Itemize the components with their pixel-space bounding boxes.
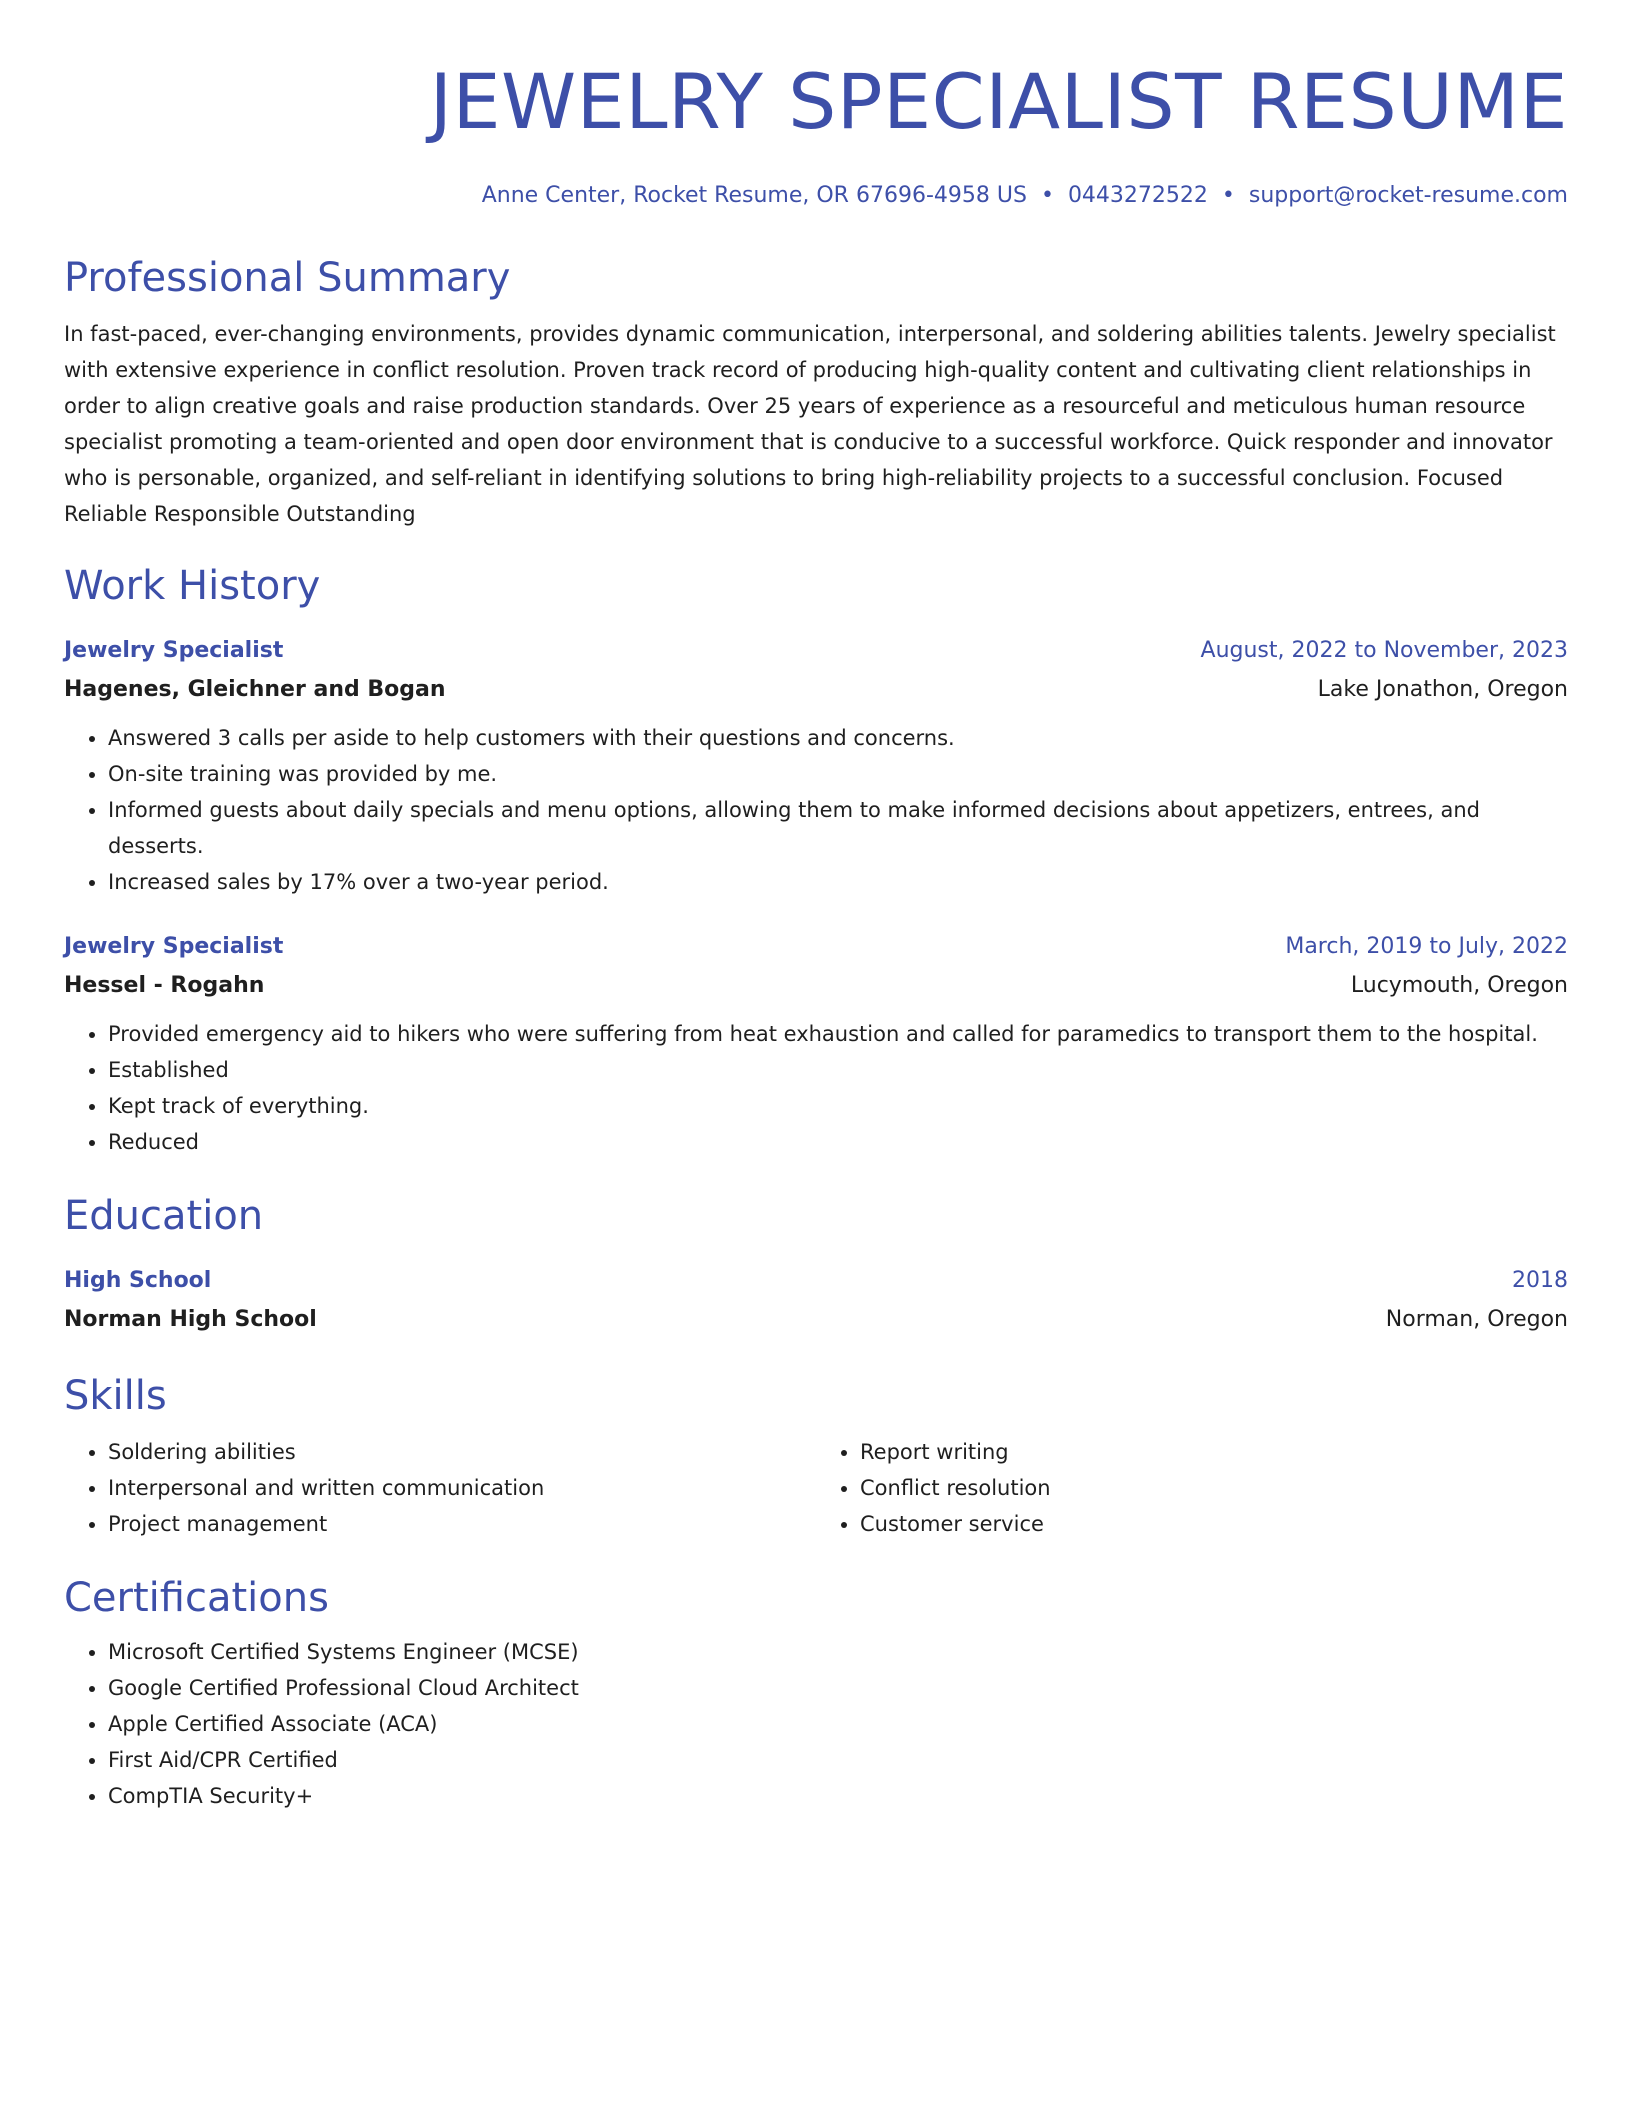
certification-item: • Apple Certified Associate (ACA) bbox=[108, 1706, 1568, 1742]
job-location: Lake Jonathon, Oregon bbox=[1317, 677, 1568, 702]
job-entry bbox=[64, 928, 1568, 1160]
skills-column-right bbox=[816, 1434, 1568, 1542]
resume-title: JEWELRY SPECIALIST RESUME bbox=[429, 57, 1568, 146]
certification-item: • Google Certified Professional Cloud Architect bbox=[108, 1670, 1568, 1706]
contact-phone: 0443272522 bbox=[1067, 183, 1208, 208]
job-bullets bbox=[64, 1016, 1568, 1160]
education-heading: Education bbox=[64, 1193, 264, 1239]
certification-item: • Microsoft Certified Systems Engineer (MCSE) bbox=[108, 1634, 1568, 1670]
education-year: 2018 bbox=[1512, 1268, 1568, 1293]
skill-item: • Conflict resolution bbox=[860, 1470, 1568, 1506]
certifications-heading: Certifications bbox=[64, 1575, 329, 1621]
education-location: Norman, Oregon bbox=[1385, 1307, 1568, 1332]
education-school: Norman High School bbox=[64, 1307, 317, 1332]
job-bullet: • Provided emergency aid to hikers who were suffering from heat exhaustion and called for paramedics to transport them to the hospital. bbox=[108, 1016, 1568, 1052]
education-entry bbox=[64, 1262, 1568, 1340]
contact-address: Anne Center, Rocket Resume, OR 67696-4958 US bbox=[481, 183, 1027, 208]
skill-item: • Project management bbox=[108, 1506, 816, 1542]
resume-page bbox=[64, 0, 1568, 1814]
skills-list bbox=[64, 1434, 1568, 1542]
job-bullet: • Reduced bbox=[108, 1124, 1568, 1160]
certification-item: • CompTIA Security+ bbox=[108, 1778, 1568, 1814]
job-dates: March, 2019 to July, 2022 bbox=[1285, 934, 1568, 959]
skills-column-left bbox=[64, 1434, 816, 1542]
education-degree: High School bbox=[64, 1268, 212, 1293]
job-company: Hagenes, Gleichner and Bogan bbox=[64, 677, 446, 702]
job-bullet: • Informed guests about daily specials and menu options, allowing them to make informed decisions about appetizers, entrees, and desserts. bbox=[108, 792, 1568, 864]
contact-email: support@rocket-resume.com bbox=[1248, 183, 1568, 208]
skills-heading: Skills bbox=[64, 1373, 167, 1419]
certification-item: • First Aid/CPR Certified bbox=[108, 1742, 1568, 1778]
work-history-heading: Work History bbox=[64, 563, 321, 609]
certifications-list bbox=[64, 1634, 1568, 1814]
job-entry bbox=[64, 632, 1568, 900]
job-bullet: • Increased sales by 17% over a two-year period. bbox=[108, 864, 1568, 900]
contact-separator: • bbox=[1040, 183, 1054, 208]
job-title: Jewelry Specialist bbox=[64, 638, 284, 663]
job-title: Jewelry Specialist bbox=[64, 934, 284, 959]
job-dates: August, 2022 to November, 2023 bbox=[1200, 638, 1568, 663]
job-bullet: • On-site training was provided by me. bbox=[108, 756, 1568, 792]
job-bullets bbox=[64, 720, 1568, 900]
summary-text: In fast-paced, ever-changing environments, provides dynamic communication, interpersonal, and soldering abilities talents. Jewelry specialist with extensive experience in conflict resolution. Proven track record of producing high-quality content and cultivating client relationships in order to align creative goals and raise production standards. Over 25 years of experience as a resourceful and meticulous human resource specialist promoting a team-oriented and open door environment that is conducive to a successful workforce. Quick responder and innovator who is personable, organized, and self-reliant in identifying solutions to bring high-reliability projects to a successful conclusion. Focused Reliable Responsible Outstanding bbox=[64, 322, 1556, 526]
skill-item: • Report writing bbox=[860, 1434, 1568, 1470]
job-location: Lucymouth, Oregon bbox=[1350, 973, 1568, 998]
skill-item: • Soldering abilities bbox=[108, 1434, 816, 1470]
job-bullet: • Kept track of everything. bbox=[108, 1088, 1568, 1124]
job-company: Hessel - Rogahn bbox=[64, 973, 265, 998]
job-bullet: • Established bbox=[108, 1052, 1568, 1088]
contact-separator: • bbox=[1221, 183, 1235, 208]
job-bullet: • Answered 3 calls per aside to help customers with their questions and concerns. bbox=[108, 720, 1568, 756]
contact-line bbox=[64, 180, 1568, 212]
skill-item: • Customer service bbox=[860, 1506, 1568, 1542]
summary-heading: Professional Summary bbox=[64, 255, 511, 301]
skill-item: • Interpersonal and written communication bbox=[108, 1470, 816, 1506]
resume-header bbox=[64, 0, 1568, 212]
